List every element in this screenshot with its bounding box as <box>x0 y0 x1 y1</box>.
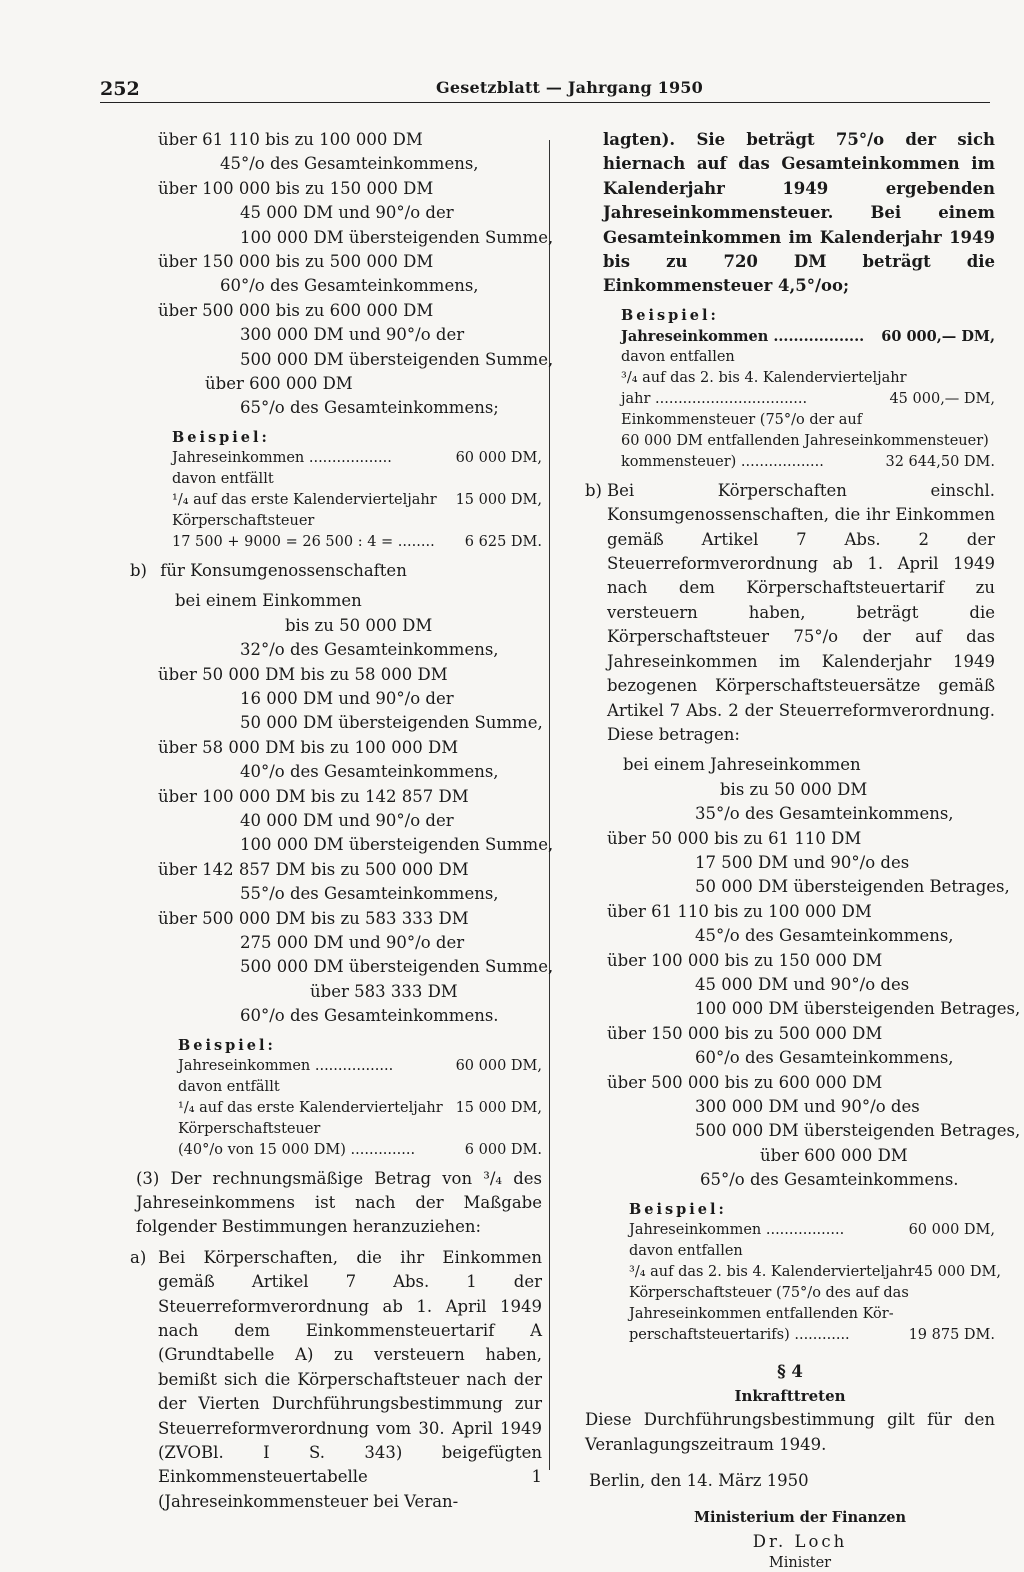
place-date: Berlin, den 14. März 1950 <box>589 1471 809 1491</box>
rate-line: 50 000 DM übersteigenden Betrages, <box>695 877 1010 897</box>
example-label: ¹/₄ auf das erste Kalendervierteljahr <box>172 491 437 508</box>
rate-line: 40°/o des Gesamteinkommens, <box>240 762 499 782</box>
rate-line: 65°/o des Gesamteinkommens. <box>700 1170 959 1190</box>
example-label: jahr ................................. <box>621 390 808 407</box>
example-value: 60 000 DM, <box>908 1221 995 1238</box>
page-header <box>100 78 984 102</box>
item-label: b) <box>585 480 602 500</box>
example-label: Jahreseinkommen entfallenden Kör- <box>629 1305 894 1322</box>
example-value: 60 000,— DM, <box>881 327 995 345</box>
rate-line: 60°/o des Gesamteinkommens, <box>695 1048 954 1068</box>
rate-line: über 500 000 DM bis zu 583 333 DM <box>158 908 469 928</box>
example-label: Körperschaftsteuer (75°/o des auf das <box>629 1284 909 1301</box>
column-rule <box>549 140 550 1470</box>
rate-line: 45°/o des Gesamteinkommens, <box>695 926 954 946</box>
header-rule <box>100 102 990 103</box>
rate-line: 100 000 DM übersteigenden Summe, <box>240 227 554 247</box>
rate-line: über 100 000 bis zu 150 000 DM <box>607 950 883 970</box>
example-value: 45 000,— DM, <box>889 390 995 407</box>
example-label: Jahreseinkommen .................. <box>172 449 392 466</box>
signer-title: Minister <box>768 1555 832 1572</box>
rate-line: 16 000 DM und 90°/o der <box>240 688 454 708</box>
subsection-title: für Konsumgenossenschaften <box>160 560 407 580</box>
example-label: Körperschaftsteuer <box>178 1120 321 1137</box>
subsection-a-text: Bei Körperschaften, die ihr Einkommen gemäß Artikel 7 Abs. 1 der Steuerreformverordnung ab 1. April 1949 nach dem Einkommensteuertarif A (Grundtabelle A) zu versteuern haben, bemißt sich die Körperschaftsteuer nach der der Vierten Durchführungsbestimmung zur Steuerreformverordnung vom 30. April 1949 (ZVOBl. I S. 343) beigefügten Einkommensteuertabelle 1 (Jahreseinkommensteuer bei Veran- <box>158 1247 542 1511</box>
example-label: 17 500 + 9000 = 26 500 : 4 = ........ <box>172 533 435 550</box>
example-value: 60 000 DM, <box>455 1057 542 1074</box>
example-label: ³/₄ auf das 2. bis 4. Kalendervierteljahr <box>621 369 907 386</box>
rate-line: über 61 110 bis zu 100 000 DM <box>158 130 423 149</box>
rate-line: 100 000 DM übersteigenden Betrages, <box>695 999 1021 1019</box>
left-column <box>130 128 554 1514</box>
example-value: 15 000 DM, <box>455 1099 542 1116</box>
subsection-b-text: Bei Körperschaften einschl. Konsumgenossenschaften, die ihr Einkommen gemäß Artikel 7 Abs. 2 der Steuerreformverordnung ab 1. April 1949 nach dem Körperschaftsteuertarif zu versteuern haben, beträgt die Körperschaftsteuer 75°/o der auf das Jahreseinkommen im Kalenderjahr 1949 bezogenen Körperschaftsteuersätze gemäß Artikel 7 Abs. 2 der Steuerreformverordnung. Diese betragen: <box>607 480 995 744</box>
rate-line: 500 000 DM übersteigenden Betrages, <box>695 1121 1021 1141</box>
section-title: Inkrafttreten <box>734 1387 846 1406</box>
rate-line: über 50 000 bis zu 61 110 DM <box>607 828 862 848</box>
example-label: 60 000 DM entfallenden Jahreseinkommensteuer) <box>621 432 989 449</box>
example-label: Jahreseinkommen .................. <box>621 327 865 345</box>
example-heading: Beispiel: <box>621 306 719 324</box>
example-value: 6 000 DM. <box>464 1141 542 1158</box>
rate-line: 60°/o des Gesamteinkommens. <box>240 1006 499 1026</box>
item-label: a) <box>130 1247 147 1267</box>
example-heading: Beispiel: <box>629 1200 727 1218</box>
rate-line: bei einem Einkommen <box>175 591 362 611</box>
rate-line: 60°/o des Gesamteinkommens, <box>220 276 479 296</box>
example-label: Jahreseinkommen ................. <box>629 1221 845 1238</box>
rate-line: über 150 000 bis zu 500 000 DM <box>158 252 434 272</box>
example-block <box>585 305 995 473</box>
example-block <box>130 427 542 553</box>
rate-line: 50 000 DM übersteigenden Summe, <box>240 713 543 733</box>
subsection-b-heading <box>130 559 542 583</box>
example-label: kommensteuer) .................. <box>621 453 824 470</box>
rate-line: 500 000 DM übersteigenden Summe, <box>240 957 554 977</box>
rate-line: 65°/o des Gesamteinkommens; <box>240 398 499 418</box>
rate-line: über 142 857 DM bis zu 500 000 DM <box>158 859 469 879</box>
rate-line: 32°/o des Gesamteinkommens, <box>240 640 499 660</box>
paragraph-3: (3) Der rechnungsmäßige Betrag von ³/₄ des Jahreseinkommens ist nach der Maßgabe folgender Bestimmungen heranzuziehen: <box>136 1168 542 1237</box>
rate-line: über 58 000 DM bis zu 100 000 DM <box>158 737 459 757</box>
rate-line: über 50 000 DM bis zu 58 000 DM <box>158 664 448 684</box>
rate-line: über 600 000 DM <box>760 1145 908 1165</box>
subsection-a <box>130 1246 542 1514</box>
example-heading: Beispiel: <box>178 1036 276 1054</box>
example-block <box>585 1199 1001 1346</box>
right-column <box>585 128 1021 1572</box>
example-label: (40°/o von 15 000 DM) .............. <box>178 1141 416 1158</box>
example-label: ¹/₄ auf das erste Kalendervierteljahr <box>178 1099 443 1116</box>
rate-line: über 600 000 DM <box>205 374 353 394</box>
rate-line: 45 000 DM und 90°/o der <box>240 203 454 223</box>
subsection-b <box>585 479 995 747</box>
example-value: 32 644,50 DM. <box>885 453 995 470</box>
rate-line: 500 000 DM übersteigenden Summe, <box>240 349 554 369</box>
signer-name: Dr. Loch <box>752 1532 848 1552</box>
running-head: Gesetzblatt — Jahrgang 1950 <box>436 78 703 97</box>
example-heading: Beispiel: <box>172 428 270 446</box>
rate-line: über 150 000 bis zu 500 000 DM <box>607 1023 883 1043</box>
rate-line: bei einem Jahreseinkommen <box>623 755 861 775</box>
rate-line: 275 000 DM und 90°/o der <box>240 932 465 952</box>
example-label: perschaftsteuertarifs) ............ <box>629 1326 850 1343</box>
rate-line: bis zu 50 000 DM <box>285 615 433 635</box>
example-value: 45 000 DM, <box>914 1263 1001 1280</box>
rate-line: 45°/o des Gesamteinkommens, <box>220 154 479 174</box>
example-value: 15 000 DM, <box>455 491 542 508</box>
section-number: § 4 <box>777 1361 803 1381</box>
example-value: 6 625 DM. <box>464 533 542 550</box>
rate-line: 40 000 DM und 90°/o der <box>240 810 454 830</box>
rate-line: 35°/o des Gesamteinkommens, <box>695 804 954 824</box>
example-value: 19 875 DM. <box>908 1326 995 1343</box>
rate-line: über 61 110 bis zu 100 000 DM <box>607 901 872 921</box>
example-label: davon entfällt <box>172 470 274 487</box>
example-label: davon entfallen <box>621 348 735 365</box>
item-label: b) <box>130 560 147 580</box>
rate-line: über 500 000 bis zu 600 000 DM <box>607 1072 883 1092</box>
section-text: Diese Durchführungsbestimmung gilt für den Veranlagungszeitraum 1949. <box>585 1410 995 1454</box>
rate-line: über 100 000 DM bis zu 142 857 DM <box>158 786 469 806</box>
example-block <box>130 1035 542 1161</box>
rate-line: 100 000 DM übersteigenden Summe, <box>240 835 554 855</box>
example-label: Einkommensteuer (75°/o der auf <box>621 411 863 428</box>
example-label: Körperschaftsteuer <box>172 512 315 529</box>
page-number: 252 <box>100 78 140 100</box>
rate-line: 300 000 DM und 90°/o der <box>240 325 465 345</box>
rate-line: über 583 333 DM <box>310 981 458 1001</box>
rate-line: 17 500 DM und 90°/o des <box>695 852 910 872</box>
rate-line: bis zu 50 000 DM <box>720 779 868 799</box>
example-label: ³/₄ auf das 2. bis 4. Kalendervierteljahr <box>629 1263 915 1280</box>
rate-line: 300 000 DM und 90°/o des <box>695 1097 920 1116</box>
example-label: davon entfällt <box>178 1078 280 1095</box>
rate-line: über 500 000 bis zu 600 000 DM <box>158 300 434 320</box>
continued-paragraph: lagten). Sie beträgt 75°/o der sich hiernach auf das Gesamteinkommen im Kalenderjahr 1949 ergebenden Jahreseinkommensteuer. Bei einem Gesamteinkommen im Kalenderjahr 1949 bis zu 720 DM beträgt die Einkommensteuer 4,5°/oo; <box>603 130 995 296</box>
example-label: Jahreseinkommen ................. <box>178 1057 394 1074</box>
example-label: davon entfallen <box>629 1242 743 1259</box>
example-value: 60 000 DM, <box>455 449 542 466</box>
rate-line: über 100 000 bis zu 150 000 DM <box>158 178 434 198</box>
rate-line: 45 000 DM und 90°/o des <box>695 974 910 994</box>
ministry-name: Ministerium der Finanzen <box>693 1508 907 1526</box>
rate-line: 55°/o des Gesamteinkommens, <box>240 884 499 904</box>
